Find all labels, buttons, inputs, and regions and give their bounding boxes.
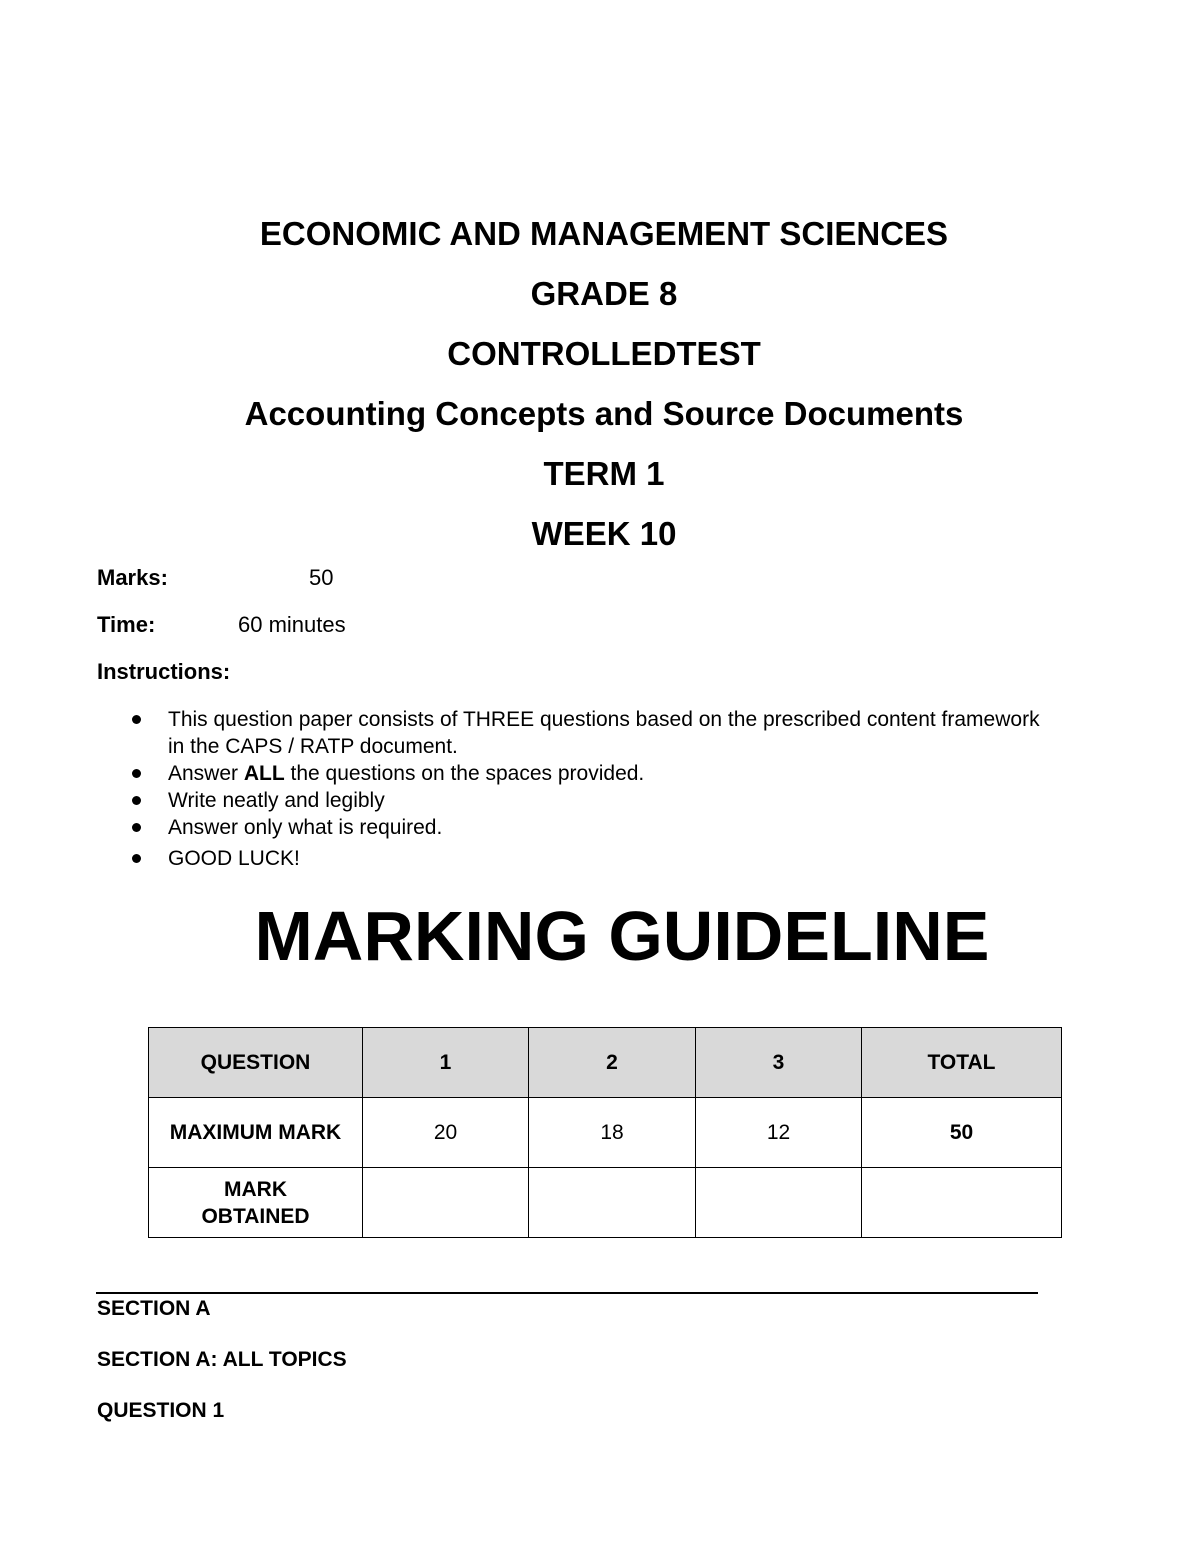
- table-cell-empty: [862, 1168, 1062, 1238]
- instruction-item: [130, 760, 1050, 787]
- instruction-text: This question paper consists of THREE questions based on the prescribed content framework in the CAPS / RATP document.: [168, 708, 1040, 758]
- table-cell: 12: [696, 1098, 862, 1168]
- instruction-text: Answer: [168, 762, 244, 785]
- mark-obtained-label: MARK OBTAINED: [201, 1177, 310, 1228]
- section-subheading: SECTION A: ALL TOPICS: [97, 1348, 347, 1371]
- total-cell: 50: [862, 1098, 1062, 1168]
- bullet-icon: [132, 769, 141, 778]
- instruction-item: [130, 787, 1050, 814]
- row-label: [149, 1168, 363, 1238]
- instruction-item: [130, 845, 1050, 872]
- grade-title: GRADE 8: [530, 275, 678, 312]
- instruction-item: [130, 706, 1050, 760]
- bullet-icon: [132, 796, 141, 805]
- instruction-text: GOOD LUCK!: [168, 847, 300, 870]
- row-label: MAXIMUM MARK: [149, 1098, 363, 1168]
- table-header-row: [149, 1028, 1062, 1098]
- instruction-emphasis: ALL: [243, 762, 285, 785]
- instructions-list: [130, 706, 1050, 872]
- bullet-icon: [132, 854, 141, 863]
- table-row: [149, 1168, 1062, 1238]
- table-header-cell: QUESTION: [149, 1028, 363, 1098]
- term-title: TERM 1: [543, 455, 665, 492]
- table-row: [149, 1098, 1062, 1168]
- table-header-cell: TOTAL: [862, 1028, 1062, 1098]
- subject-title: ECONOMIC AND MANAGEMENT SCIENCES: [259, 215, 949, 252]
- marks-label: Marks:: [97, 565, 168, 590]
- instruction-text: Write neatly and legibly: [168, 789, 385, 812]
- time-value: 60 minutes: [238, 612, 346, 637]
- bullet-icon: [132, 823, 141, 832]
- marks-table: [148, 1027, 1062, 1238]
- week-title: WEEK 10: [531, 515, 677, 552]
- section-heading: SECTION A: [97, 1297, 211, 1320]
- horizontal-rule: [96, 1292, 1038, 1294]
- instructions-title: Instructions:: [97, 659, 231, 684]
- topic-title: Accounting Concepts and Source Documents: [244, 395, 964, 432]
- test-type-title: CONTROLLEDTEST: [447, 335, 761, 372]
- table-cell: 20: [363, 1098, 529, 1168]
- time-label: Time:: [97, 612, 156, 637]
- table-cell: 18: [529, 1098, 696, 1168]
- table-cell-empty: [363, 1168, 529, 1238]
- marks-value: 50: [309, 565, 334, 590]
- title-block: [0, 204, 1200, 564]
- table-header-cell: 2: [529, 1028, 696, 1098]
- table-header-cell: 1: [363, 1028, 529, 1098]
- marking-guideline-title: MARKING GUIDELINE: [254, 897, 990, 975]
- bullet-icon: [132, 715, 141, 724]
- instruction-text: Answer only what is required.: [168, 816, 443, 839]
- table-header-cell: 3: [696, 1028, 862, 1098]
- table-cell-empty: [529, 1168, 696, 1238]
- instruction-item: [130, 814, 1050, 841]
- question-heading: QUESTION 1: [97, 1399, 225, 1422]
- instruction-text: the questions on the spaces provided.: [284, 762, 645, 785]
- table-cell-empty: [696, 1168, 862, 1238]
